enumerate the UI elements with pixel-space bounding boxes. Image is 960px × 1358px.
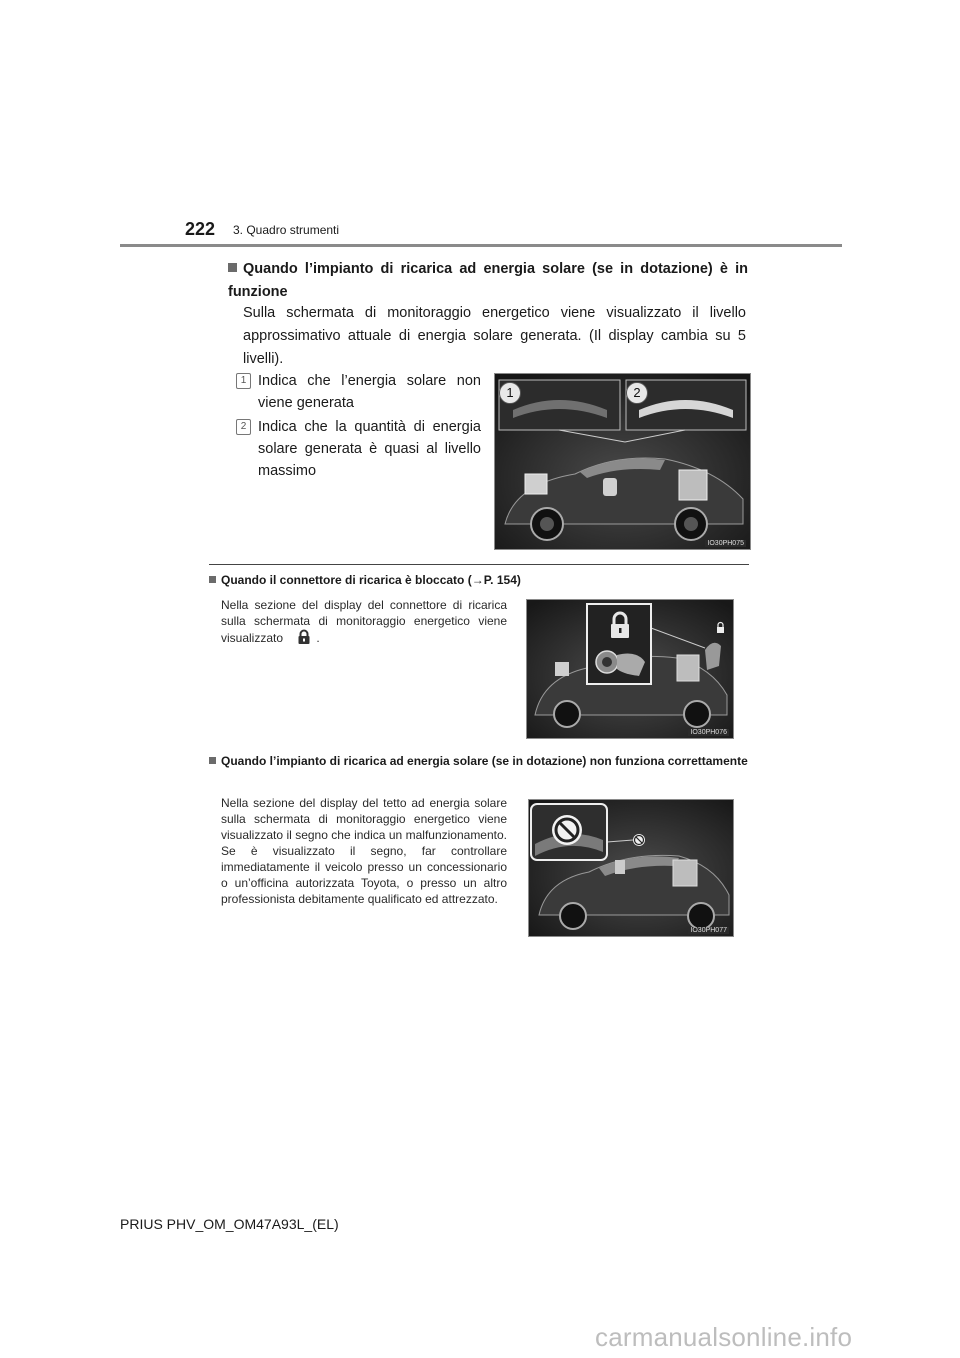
watermark: carmanualsonline.info <box>595 1322 853 1352</box>
arrow-icon: → <box>471 573 484 587</box>
list-item <box>236 416 481 482</box>
section1-heading <box>228 258 748 304</box>
item-number-badge: 1 <box>236 373 251 389</box>
section3-heading-text: Quando l’impianto di ricarica ad energia solare (se in dotazione) non funziona correttamente <box>221 754 748 768</box>
section3-body: Nella sezione del display del tetto ad energia solare sulla schermata di monitoraggio energetico viene visualizzato il segno che indica un malfunzionamento. Se è visualizzato il segno, far controllare immediatamente il veicolo presso un concessionario o un’officina autorizzata Toyota, o presso un altro professionista debitamente qualificato ed attrezzato. <box>221 796 507 906</box>
section-divider <box>209 564 749 565</box>
document-code: PRIUS PHV_OM_OM47A93L_(EL) <box>120 1216 339 1232</box>
page-reference: P. 154) <box>483 573 521 587</box>
item-text: Indica che la quantità di energia solare generata è quasi al livello massimo <box>258 419 481 479</box>
item-number-badge: 2 <box>236 419 251 435</box>
list-item <box>236 370 481 414</box>
figure-connector-locked <box>526 599 734 739</box>
section1-heading-text: Quando l’impianto di ricarica ad energia solare (se in dotazione) è in funzione <box>228 261 748 300</box>
callout-1: 1 <box>499 382 521 404</box>
section2-heading-text: Quando il connettore di ricarica è bloccato ( <box>221 573 472 587</box>
square-bullet-icon <box>209 576 216 583</box>
car-solar-illustration <box>495 374 750 549</box>
item-text: Indica che l’energia solare non viene generata <box>258 373 481 411</box>
section1-body: Sulla schermata di monitoraggio energetico viene visualizzato il livello approssimativo attuale di energia solare generata. (Il display cambia su 5 livelli). <box>243 305 746 367</box>
figure-solar-malfunction <box>528 799 734 937</box>
section2-heading <box>209 572 749 588</box>
section2-body: Nella sezione del display del connettore di ricarica sulla schermata di monitoraggio energetico viene visualizzato . <box>221 598 507 645</box>
section-title: 3. Quadro strumenti <box>233 223 340 237</box>
section2-body-text: Nella sezione del display del connettore di ricarica sulla schermata di monitoraggio energetico viene visualizzato <box>221 598 507 645</box>
figure-solar-roof-display <box>494 373 751 550</box>
malfunction-illustration <box>529 800 733 936</box>
connector-lock-illustration <box>527 600 733 738</box>
section3-heading <box>209 753 749 769</box>
page-number: 222 <box>185 219 216 239</box>
lock-icon <box>296 629 312 645</box>
figure-code: IO30PH076 <box>690 729 727 736</box>
callout-2: 2 <box>626 382 648 404</box>
header-rule <box>120 244 842 247</box>
square-bullet-icon <box>209 757 216 764</box>
figure-code: IO30PH077 <box>690 927 727 934</box>
square-bullet-icon <box>228 263 237 272</box>
figure-code: IO30PH075 <box>707 540 744 547</box>
